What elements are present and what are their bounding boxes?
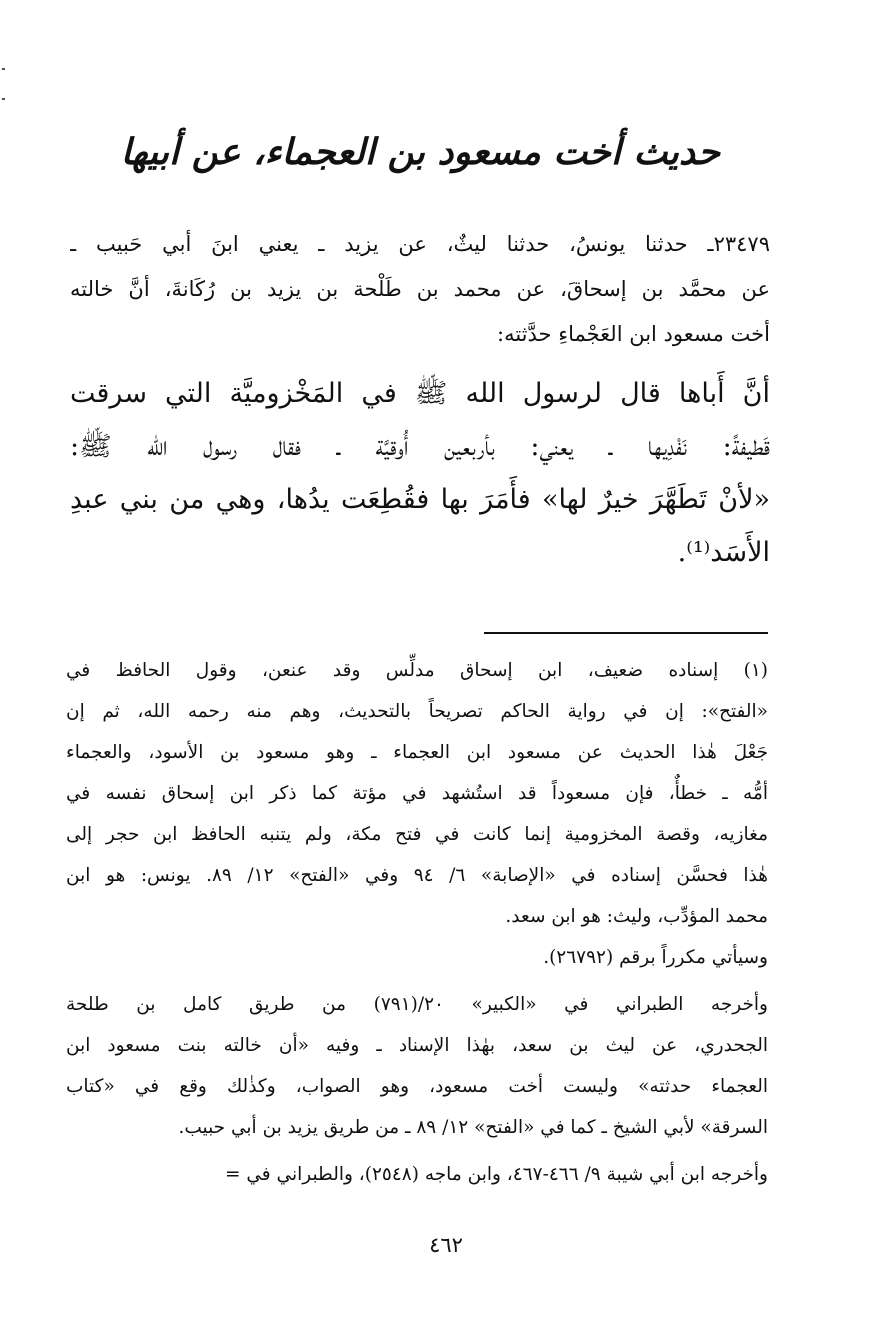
text-line: أنَّ أَباها قال لرسول الله ﷺ في المَخْزوميَّة التي سرقت bbox=[70, 378, 770, 409]
footnote-paragraph bbox=[66, 1154, 768, 1195]
text-line: السرقة» لأبي الشيخ ـ كما في «الفتح» ١٢/ ٨٩ ـ من طريق يزيد بن أبي حبيب. bbox=[178, 1117, 768, 1138]
footnote-paragraph bbox=[66, 937, 768, 978]
scan-edge-mark bbox=[2, 68, 5, 70]
page-number: ٤٦٢ bbox=[429, 1233, 463, 1257]
hadith-isnad bbox=[70, 222, 770, 357]
hadith-matn bbox=[70, 367, 770, 579]
text-line: «لأنْ تَطَهَّرَ خيرٌ لها» فأَمَرَ بها فقُطِعَت يدُها، وهي من بني عبدِ bbox=[70, 484, 770, 515]
text-line: وأخرجه ابن أبي شيبة ٩/ ٤٦٦-٤٦٧، وابن ماجه (٢٥٤٨)، والطبراني في = bbox=[225, 1164, 768, 1185]
text-line: هٰذا فحسَّن إسناده في «الإصابة» ٦/ ٩٤ وفي «الفتح» ١٢/ ٨٩. يونس: هو ابن bbox=[66, 865, 768, 886]
text-line: العجماء حدثته» وليست أخت مسعود، وهو الصواب، وكذٰلك وقع في «كتاب bbox=[66, 1076, 768, 1097]
text-line: الأَسَد⁽¹⁾. bbox=[677, 537, 770, 568]
footnote-paragraph bbox=[66, 650, 768, 937]
scan-edge-mark bbox=[2, 98, 5, 100]
text-line: الجحدري، عن ليث بن سعد، بهٰذا الإسناد ـ وفيه «أن خالته بنت مسعود ابن bbox=[66, 1035, 768, 1056]
text-line: مغازيه، وقصة المخزومية إنما كانت في فتح مكة، ولم يتنبه الحافظ ابن حجر إلى bbox=[66, 824, 768, 845]
text-line: عن محمَّد بن إسحاقَ، عن محمد بن طَلْحة بن يزيد بن رُكَانةَ، أنَّ خالته bbox=[70, 277, 770, 301]
footnotes bbox=[66, 650, 768, 1195]
text-line: (١) إسناده ضعيف، ابن إسحاق مدلِّس وقد عنعن، وقول الحافظ في bbox=[66, 660, 768, 681]
chapter-heading: حديث أخت مسعود بن العجماء، عن أبيها bbox=[120, 131, 720, 173]
text-line: محمد المؤدِّب، وليث: هو ابن سعد. bbox=[505, 906, 768, 927]
footnote-paragraph bbox=[66, 984, 768, 1148]
text-line: وسيأتي مكرراً برقم (٢٦٧٩٢). bbox=[543, 947, 768, 968]
text-line: ٢٣٤٧٩ـ حدثنا يونسُ، حدثنا ليثٌ، عن يزيد ـ يعني ابنَ أبي حَبيب ـ bbox=[70, 232, 770, 256]
text-line: قَطيفةً: نَفْدِيها ـ يعني: بأربعين أُوقيَّة ـ فقال رسول الله ﷺ: bbox=[70, 431, 770, 462]
text-line: جَعْلَ هٰذا الحديث عن مسعود ابن العجماء ـ وهو مسعود بن الأسود، والعجماء bbox=[66, 742, 768, 763]
text-line: وأخرجه الطبراني في «الكبير» ٢٠/(٧٩١) من طريق كامل بن طلحة bbox=[66, 994, 768, 1015]
text-line: أخت مسعود ابن العَجْماءِ حدَّثته: bbox=[497, 322, 770, 346]
text-line: «الفتح»: إن في رواية الحاكم تصريحاً بالتحديث، وهم منه رحمه الله، ثم إن bbox=[66, 701, 768, 722]
footnote-divider bbox=[484, 632, 768, 634]
text-line: أمُّه ـ خطأٌ، فإن مسعوداً قد استُشهد في مؤتة كما ذكر ابن إسحاق نفسه في bbox=[66, 783, 768, 804]
